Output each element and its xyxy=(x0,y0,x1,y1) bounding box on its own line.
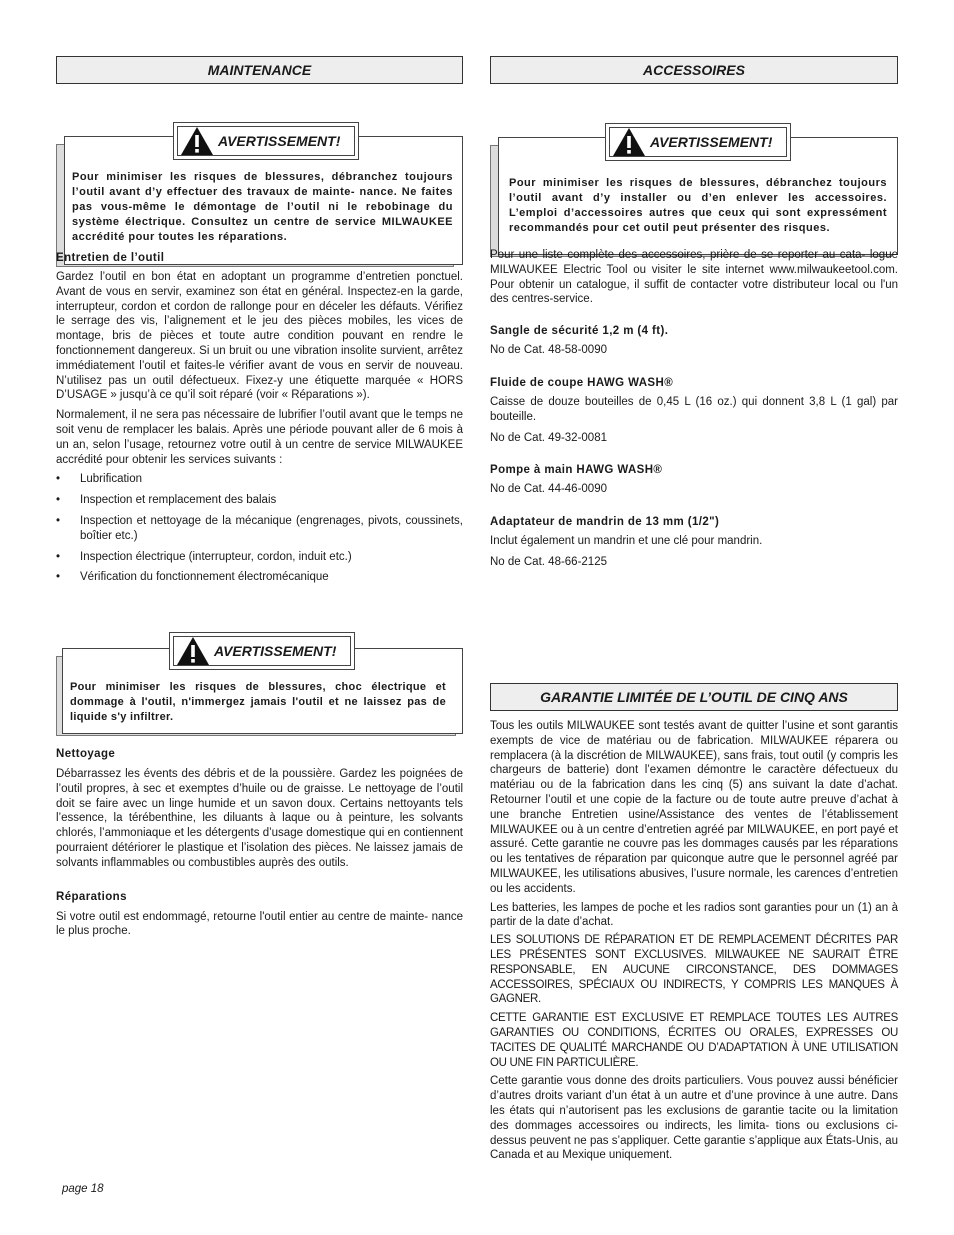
garantie-heading: GARANTIE LIMITÉE DE L’OUTIL DE CINQ ANS xyxy=(490,683,898,711)
list-item: • Lubrification xyxy=(56,472,463,487)
accessory-cat-number: No de Cat. 48-58-0090 xyxy=(490,344,607,357)
accessory-title: Pompe à main HAWG WASH® xyxy=(490,464,663,477)
accessory-title: Adaptateur de mandrin de 13 mm (1/2") xyxy=(490,516,720,529)
accessory-description: Inclut également un mandrin et une clé pour mandrin. xyxy=(490,535,763,548)
accessory-cat-number: No de Cat. 48-66-2125 xyxy=(490,555,607,568)
immersion-warning-label: AVERTISSEMENT! xyxy=(214,643,337,659)
maintenance-column xyxy=(56,56,463,938)
accessory-title: Fluide de coupe HAWG WASH® xyxy=(490,376,674,389)
list-item: • Inspection électrique (interrupteur, cordon, induit etc.) xyxy=(56,550,463,565)
entretien-title: Entretien de l’outil xyxy=(56,252,165,264)
accessoires-warning-text: Pour minimiser les risques de blessures, débranchez toujours l’outil avant d’y installer ou d’en enlever les accessoires. L’emploi d’accessoires autres que ceux qui sont expressément recommandés pour cet outil peut présenter des risques. xyxy=(509,177,887,234)
garantie-paragraph-2: Les batteries, les lampes de poche et les radios sont garanties pour un (1) an à partir de la date d’achat. xyxy=(490,901,898,929)
entretien-paragraph-1: Gardez l’outil en bon état en adoptant un programme d’entretien ponctuel. Avant de vous en servir, examinez son état en général. Inspectez-en la garde, interrupteur, cordon et cordon de rallonge pour en déceler les défauts. Vérifiez le serrage des vis, l’alignement et le jeu des pièces mobiles, les vices de montage, bris de pièces et toute autre condition pouvant en rendre le fonctionnement dangereux. Si un bruit ou une vibration insolite survient, arrêtez immédiatement l’outil et faites-le vérifier avant de vous en servir de nouveau. N’utilisez pas un outil défectueux. Fixez-y une étiquette marquée « HORS D’USAGE » jusqu’à ce qu’il soit réparé (voir « Réparations »). xyxy=(56,271,463,402)
garantie-paragraph-5: Cette garantie vous donne des droits particuliers. Vous pouvez aussi bénéficier d’autres droits variant d’un état à un autre et d’une province à une autre. Dans les états qui n’autorisent pas les exclusions de garantie tacite ou la limitation des dommages accessoires ou indirects, les limita- tions ou exclusions ci-dessus peuvent ne pas s’appliquer. Cette garantie s’applique aux États-Unis, au Canada et au Mexique uniquement. xyxy=(490,1075,898,1162)
maintenance-warning-label: AVERTISSEMENT! xyxy=(218,133,341,149)
garantie-paragraph-4: CETTE GARANTIE EST EXCLUSIVE ET REMPLACE TOUTES LES AUTRES GARANTIES OU CONDITIONS, ÉCRITES OU ORALES, EXPRESSES OU TACITES DE QUALITÉ MARCHANDE OU D’ADAPTATION À UNE UTILISATION OU UNE FIN PARTICULIÈRE. xyxy=(490,1012,898,1069)
page-number: page 18 xyxy=(62,1183,104,1195)
warning-triangle-icon xyxy=(180,126,214,156)
immersion-warning-text: Pour minimiser les risques de blessures, choc électrique et dommage à l'outil, n'immergez jamais l'outil et ne laissez pas de liquide s'y infiltrer. xyxy=(70,681,446,723)
accessory-cat-number: No de Cat. 44-46-0090 xyxy=(490,483,607,496)
accessoires-warning-label: AVERTISSEMENT! xyxy=(650,134,773,150)
warning-triangle-icon xyxy=(176,636,210,666)
maintenance-warning-text: Pour minimiser les risques de blessures, débranchez toujours l’outil avant d’y effectuer des travaux de mainte- nance. Ne faites pas vous-même le démontage de l’outil ni le rebobinage du système électrique. Consultez un centre de service MILWAUKEE accrédité pour toutes les réparations. xyxy=(72,171,453,243)
immersion-warning-label-box xyxy=(169,632,355,670)
garantie-paragraph-1: Tous les outils MILWAUKEE sont testés avant de quitter l’usine et sont garantis exempts de vice de matériau ou de fabrication. MILWAUKEE réparera ou remplacera (à la discrétion de MILWAUKEE), sans frais, tout outil (y compris les chargeurs de batterie) dont l’examen démontre le caractère défectueux du matériau ou de la fabrication dans les cinq (5) ans suivant la date d’achat. Retourner l’outil et une copie de la facture ou de toute autre preuve d’achat à une branche Entretien usine/Assistance des ventes de l’établissement MILWAUKEE ou à un centre d’entretien agréé par MILWAUKEE, en port payé et assuré. Cette garantie ne couvre pas les dommages causés par les réparations ou les tentatives de réparation par quiconque autre que le personnel agréé par MILWAUKEE, les utilisations abusives, l’usure normale, les carences d’entretien ou les accidents. xyxy=(490,720,898,895)
accessory-title: Sangle de sécurité 1,2 m (4 ft). xyxy=(490,325,669,338)
accessoires-column xyxy=(490,56,898,1162)
garantie-paragraph-3: LES SOLUTIONS DE RÉPARATION ET DE REMPLACEMENT DÉCRITES PAR LES PRÉSENTES SONT EXCLUSIVES. MILWAUKEE NE SAURAIT ÊTRE RESPONSABLE, EN AUCUNE CIRCONSTANCE, DES DOMMAGES ACCESSOIRES, SPÉCIAUX OU INDIRECTS, Y COMPRIS LES MANQUES À GAGNER. xyxy=(490,934,898,1006)
accessoires-heading: ACCESSOIRES xyxy=(490,56,898,84)
reparations-paragraph: Si votre outil est endommagé, retourne l'outil entier au centre de mainte- nance le plus proche. xyxy=(56,910,463,938)
list-item: • Vérification du fonctionnement électromécanique xyxy=(56,570,463,585)
immersion-warning-box xyxy=(56,630,463,740)
service-list xyxy=(56,472,463,585)
nettoyage-paragraph: Débarrassez les évents des débris et de la poussière. Gardez les poignées de l’outil propres, à sec et exemptes d’huile ou de graisse. Le nettoyage de l’outil doit se faire avec un linge humide et un savon doux. Certains nettoyants tels l’essence, la térébenthine, les diluants à laque ou à peinture, les solvants chlorés, l’ammoniaque et les détergents d’usage domestique qui en contiennent pourraient détériorer le plastique et l’isolation des pièces. Ne laissez jamais de solvants inflammables ou combustibles auprès des outils. xyxy=(56,768,463,869)
accessoires-intro: Pour une liste complète des accessoires, prière de se reporter au cata- logue MILWAUKEE Electric Tool ou visiter le site internet www.milwaukeetool.com. Pour obtenir un catalogue, il suffit de contacter votre distributeur local ou l'un des centres-service. xyxy=(490,249,898,306)
reparations-title: Réparations xyxy=(56,890,127,903)
nettoyage-title: Nettoyage xyxy=(56,748,116,760)
maintenance-heading: MAINTENANCE xyxy=(56,56,463,84)
accessoires-warning-box xyxy=(490,84,898,264)
maintenance-warning-label-box xyxy=(173,122,359,160)
accessory-description: Caisse de douze bouteilles de 0,45 L (16 oz.) qui donnent 3,8 L (1 gal) par bouteille. xyxy=(490,395,898,423)
list-item: • Inspection et nettoyage de la mécanique (engrenages, pivots, coussinets, boîtier etc.) xyxy=(56,514,463,544)
warning-triangle-icon xyxy=(612,127,646,157)
accessoires-warning-label-box xyxy=(605,123,791,161)
list-item: • Inspection et remplacement des balais xyxy=(56,493,463,508)
accessory-cat-number: No de Cat. 49-32-0081 xyxy=(490,431,607,444)
entretien-paragraph-2: Normalement, il ne sera pas nécessaire de lubrifier l’outil avant que le temps ne soit venu de remplacer les balais. Après une période pouvant aller de 6 mois à un an, selon l’usage, retournez votre outil à un centre de service MILWAUKEE accrédité pour obtenir les services suivants : xyxy=(56,409,463,466)
maintenance-warning-box xyxy=(56,84,463,274)
